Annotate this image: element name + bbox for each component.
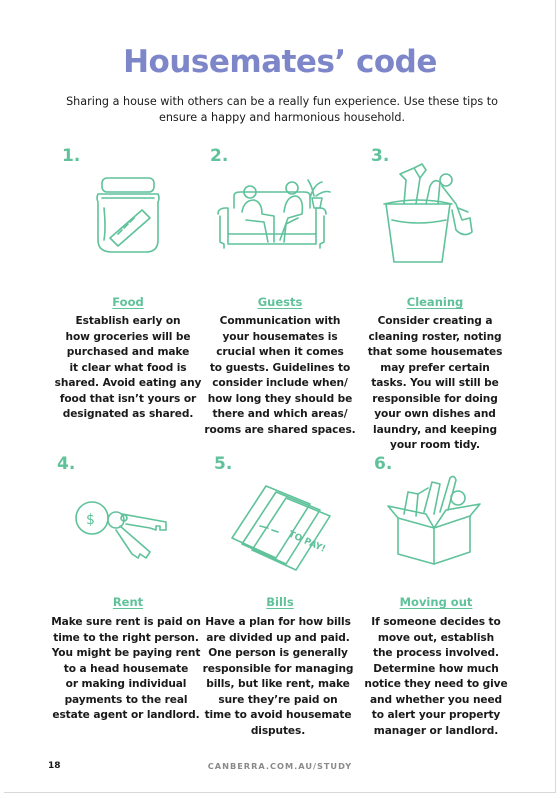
tip-body-line: Establish early on xyxy=(75,315,181,327)
tip-body-line: the process involved. xyxy=(373,647,499,659)
tip-body-line: to a head housemate xyxy=(63,662,189,675)
tip-body-line: designated as shared. xyxy=(62,408,194,420)
tip-body xyxy=(192,615,364,739)
tip-body-line: and whether you need xyxy=(369,693,503,706)
page xyxy=(4,0,556,793)
tip-number: 2. xyxy=(210,146,229,166)
tip-body-line: Have a plan for how bills xyxy=(205,616,351,628)
tip-body-line: estate agent or landlord. xyxy=(52,709,200,721)
tip-number: 5. xyxy=(214,454,233,474)
intro-text xyxy=(64,94,500,126)
tip-body-line: purchased and make xyxy=(66,346,190,358)
tip-body-line: bills, but like rent, make xyxy=(206,678,350,690)
tip-body-line: food that isn’t yours or xyxy=(59,392,197,405)
envelope-text: TO PAY! xyxy=(286,529,327,555)
tip-body-line: payments to the real xyxy=(64,693,188,706)
couch-people-icon xyxy=(214,168,336,268)
tip-body-line: sure they’re paid on xyxy=(218,693,338,706)
page-number: 18 xyxy=(48,761,61,771)
tip-body-line: consider include when/ xyxy=(212,377,348,389)
cleaning-bucket-icon xyxy=(376,160,476,268)
tip-heading: Moving out xyxy=(399,595,473,609)
tip-heading: Cleaning xyxy=(406,295,464,309)
tip-body-line: One person is generally xyxy=(208,647,348,659)
tip-body-line: how groceries will be xyxy=(65,330,191,343)
tip-body-line: your housemates is xyxy=(222,330,338,343)
tip-body-line: notice they need to give xyxy=(364,678,508,690)
tip-body-line: your room tidy. xyxy=(390,439,480,451)
tip-body-line: may prefer certain xyxy=(380,361,490,374)
tip-body xyxy=(349,314,521,454)
tip-heading: Bills xyxy=(266,595,294,609)
tip-body-line: If someone decides to xyxy=(371,616,501,628)
keys-icon xyxy=(70,492,180,568)
tip-body-line: shared. Avoid eating any xyxy=(54,377,202,389)
tip-body-line: manager or landlord. xyxy=(373,724,499,737)
tip-number: 4. xyxy=(57,454,76,474)
tip-heading: Food xyxy=(112,295,144,309)
tip-heading: Rent xyxy=(112,595,144,609)
tip-number: 3. xyxy=(371,146,390,166)
tip-body-line: move out, establish xyxy=(377,631,495,644)
tip-body-line: to guests. Guidelines to xyxy=(209,361,351,374)
moving-box-icon xyxy=(384,468,484,572)
tip-body-line: tasks. You will still be xyxy=(371,377,499,389)
tip-body-line: responsible for managing xyxy=(202,662,354,675)
tip-body-line: laundry, and keeping xyxy=(373,423,497,436)
tip-body-line: disputes. xyxy=(250,724,306,737)
tip-body-line: to alert your property xyxy=(371,709,501,721)
tip-body-line: rooms are shared spaces. xyxy=(204,423,356,436)
intro-line: ensure a happy and harmonious household. xyxy=(158,111,406,124)
tip-body-line: cleaning roster, noting xyxy=(368,330,502,343)
tip-body-line: or making individual xyxy=(65,678,187,690)
tip-heading: Guests xyxy=(257,295,303,309)
intro-line: Sharing a house with others can be a really fun experience. Use these tips to xyxy=(66,95,498,108)
tip-number: 1. xyxy=(62,146,81,166)
tip-body-line: Make sure rent is paid on xyxy=(51,616,201,628)
tip-body-line: time to the right person. xyxy=(53,631,199,644)
tip-body-line: time to avoid housemate xyxy=(204,709,352,721)
bills-envelopes-icon xyxy=(226,478,338,574)
tip-body-line: responsible for doing xyxy=(372,392,498,405)
tip-number: 6. xyxy=(374,454,393,474)
tip-body-line: are divided up and paid. xyxy=(206,631,350,644)
tip-body-line: Determine how much xyxy=(373,662,499,675)
tip-body-line: it clear what food is xyxy=(69,361,187,374)
tip-body-line: You might be paying rent xyxy=(51,647,201,659)
tip-body-line: Communication with xyxy=(219,315,341,327)
tip-body xyxy=(194,314,366,438)
tip-body-line: your own dishes and xyxy=(374,408,496,420)
food-jar-icon xyxy=(84,168,176,268)
svg-text:$: $ xyxy=(86,512,95,528)
tip-body-line: how long they should be xyxy=(207,392,353,405)
tip-body xyxy=(350,615,522,739)
tip-body-line: Consider creating a xyxy=(377,315,493,327)
tip-body xyxy=(42,314,214,423)
footer-url: CANBERRA.COM.AU/STUDY xyxy=(207,761,353,771)
tip-body-line: crucial when it comes xyxy=(216,346,344,358)
page-title: Housemates’ code xyxy=(123,44,437,80)
tip-body xyxy=(40,615,212,724)
tip-body-line: that some housemates xyxy=(367,346,503,358)
tip-body-line: there and which areas/ xyxy=(212,408,348,420)
